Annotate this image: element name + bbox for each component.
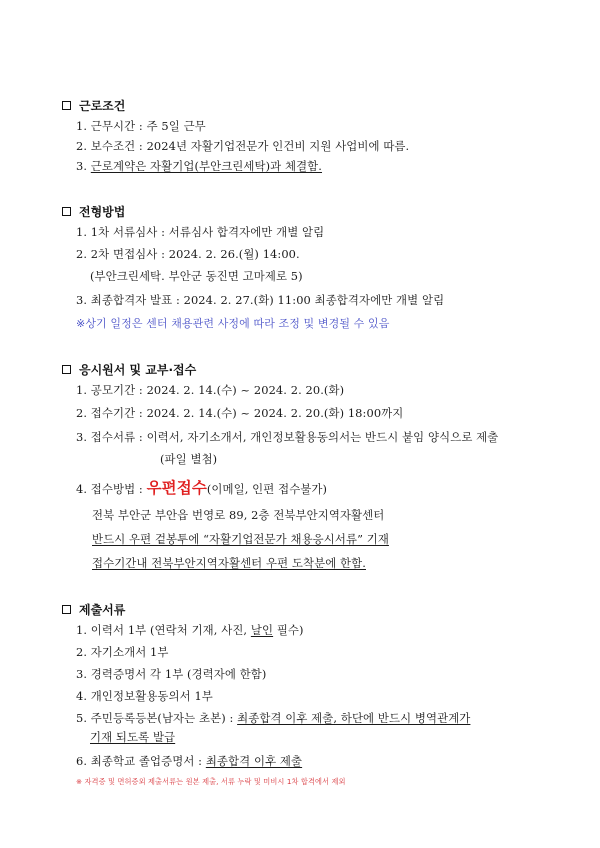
seal-text: 날인 — [250, 623, 274, 637]
register-continuation: 기재 되도록 발급 — [90, 730, 176, 744]
resume-suffix: 필수) — [273, 623, 304, 637]
final-announcement: 3. 최종합격자 발표 : 2024. 2. 27.(화) 11:00 최종합격자에만 개별 알림 — [76, 293, 445, 307]
document-screening: 1. 1차 서류심사 : 서류심사 합격자에만 개별 알림 — [76, 225, 325, 239]
announcement-period: 1. 공모기간 : 2024. 2. 14.(수) ~ 2024. 2. 20.(화) — [76, 383, 345, 397]
checkbox-square-icon — [62, 365, 71, 374]
self-intro-item: 2. 자기소개서 1부 — [76, 645, 169, 659]
register-text: 5. 주민등록등본(남자는 초본) : — [76, 711, 238, 725]
required-documents: 3. 접수서류 : 이력서, 자기소개서, 개인정보활용동의서는 반드시 붙임 양식으로 제출 — [76, 430, 499, 444]
register-underlined: 최종합격 이후 제출, 하단에 반드시 병역관계가 — [237, 711, 471, 725]
reception-method — [76, 478, 327, 499]
section-working-conditions — [62, 96, 562, 114]
graduation-text: 6. 최종학교 졸업증명서 : — [76, 754, 206, 768]
section-heading — [62, 360, 562, 378]
file-attached: (파일 별첨) — [160, 452, 218, 466]
section-selection-process — [62, 202, 562, 220]
resident-register-item — [76, 710, 470, 726]
privacy-consent-item: 4. 개인정보활용동의서 1부 — [76, 689, 213, 703]
pay-conditions: 2. 보수조건 : 2024년 자활기업전문가 인건비 지원 사업비에 따름. — [76, 139, 410, 153]
section-submission-documents — [62, 600, 562, 618]
graduation-cert-item — [76, 753, 302, 769]
contract-text: 근로계약은 자활기업(부안크린세탁)과 체결함. — [90, 159, 323, 173]
postal-emphasis: 우편접수 — [146, 479, 207, 497]
reception-period: 2. 접수기간 : 2024. 2. 14.(수) ~ 2024. 2. 20.(화) 18:00까지 — [76, 406, 404, 420]
contract-number: 3. — [76, 159, 91, 173]
resume-text: 1. 이력서 1부 (연락처 기재, 사진, — [76, 623, 251, 637]
deadline-instruction: 접수기간내 전북부안지역자활센터 우편 도착분에 한함. — [92, 556, 366, 570]
checkbox-square-icon — [62, 605, 71, 614]
method-note: (이메일, 인편 접수불가) — [206, 482, 328, 496]
method-label: 4. 접수방법 : — [76, 482, 147, 496]
section-application — [62, 360, 562, 378]
section-title: 전형방법 — [79, 204, 126, 219]
checkbox-square-icon — [62, 207, 71, 216]
contract-line — [76, 158, 322, 174]
section-heading — [62, 600, 562, 618]
envelope-instruction: 반드시 우편 겉봉투에 “자활기업전문가 채용응시서류” 기재 — [92, 532, 389, 546]
document-note: ※ 자격증 및 면허증외 제출서류는 원본 제출, 서류 누락 및 미비시 1차 합격에서 제외 — [76, 777, 346, 786]
interview: 2. 2차 면접심사 : 2024. 2. 26.(월) 14:00. — [76, 247, 300, 261]
mailing-address: 전북 부안군 부안읍 번영로 89, 2층 전북부안지역자활센터 — [92, 508, 385, 522]
interview-location: (부안크린세탁. 부안군 동진면 고마제로 5) — [90, 269, 303, 283]
schedule-note: ※상기 일정은 센터 채용관련 사정에 따라 조정 및 변경될 수 있음 — [76, 317, 390, 330]
resume-item — [76, 622, 304, 638]
section-title: 응시원서 및 교부·접수 — [79, 362, 197, 377]
section-heading — [62, 202, 562, 220]
checkbox-square-icon — [62, 101, 71, 110]
graduation-underlined: 최종합격 이후 제출 — [205, 754, 303, 768]
working-hours: 1. 근무시간 : 주 5일 근무 — [76, 119, 206, 133]
section-title: 제출서류 — [79, 602, 126, 617]
section-title: 근로조건 — [79, 98, 126, 113]
career-cert-item: 3. 경력증명서 각 1부 (경력자에 한함) — [76, 667, 267, 681]
section-heading — [62, 96, 562, 114]
